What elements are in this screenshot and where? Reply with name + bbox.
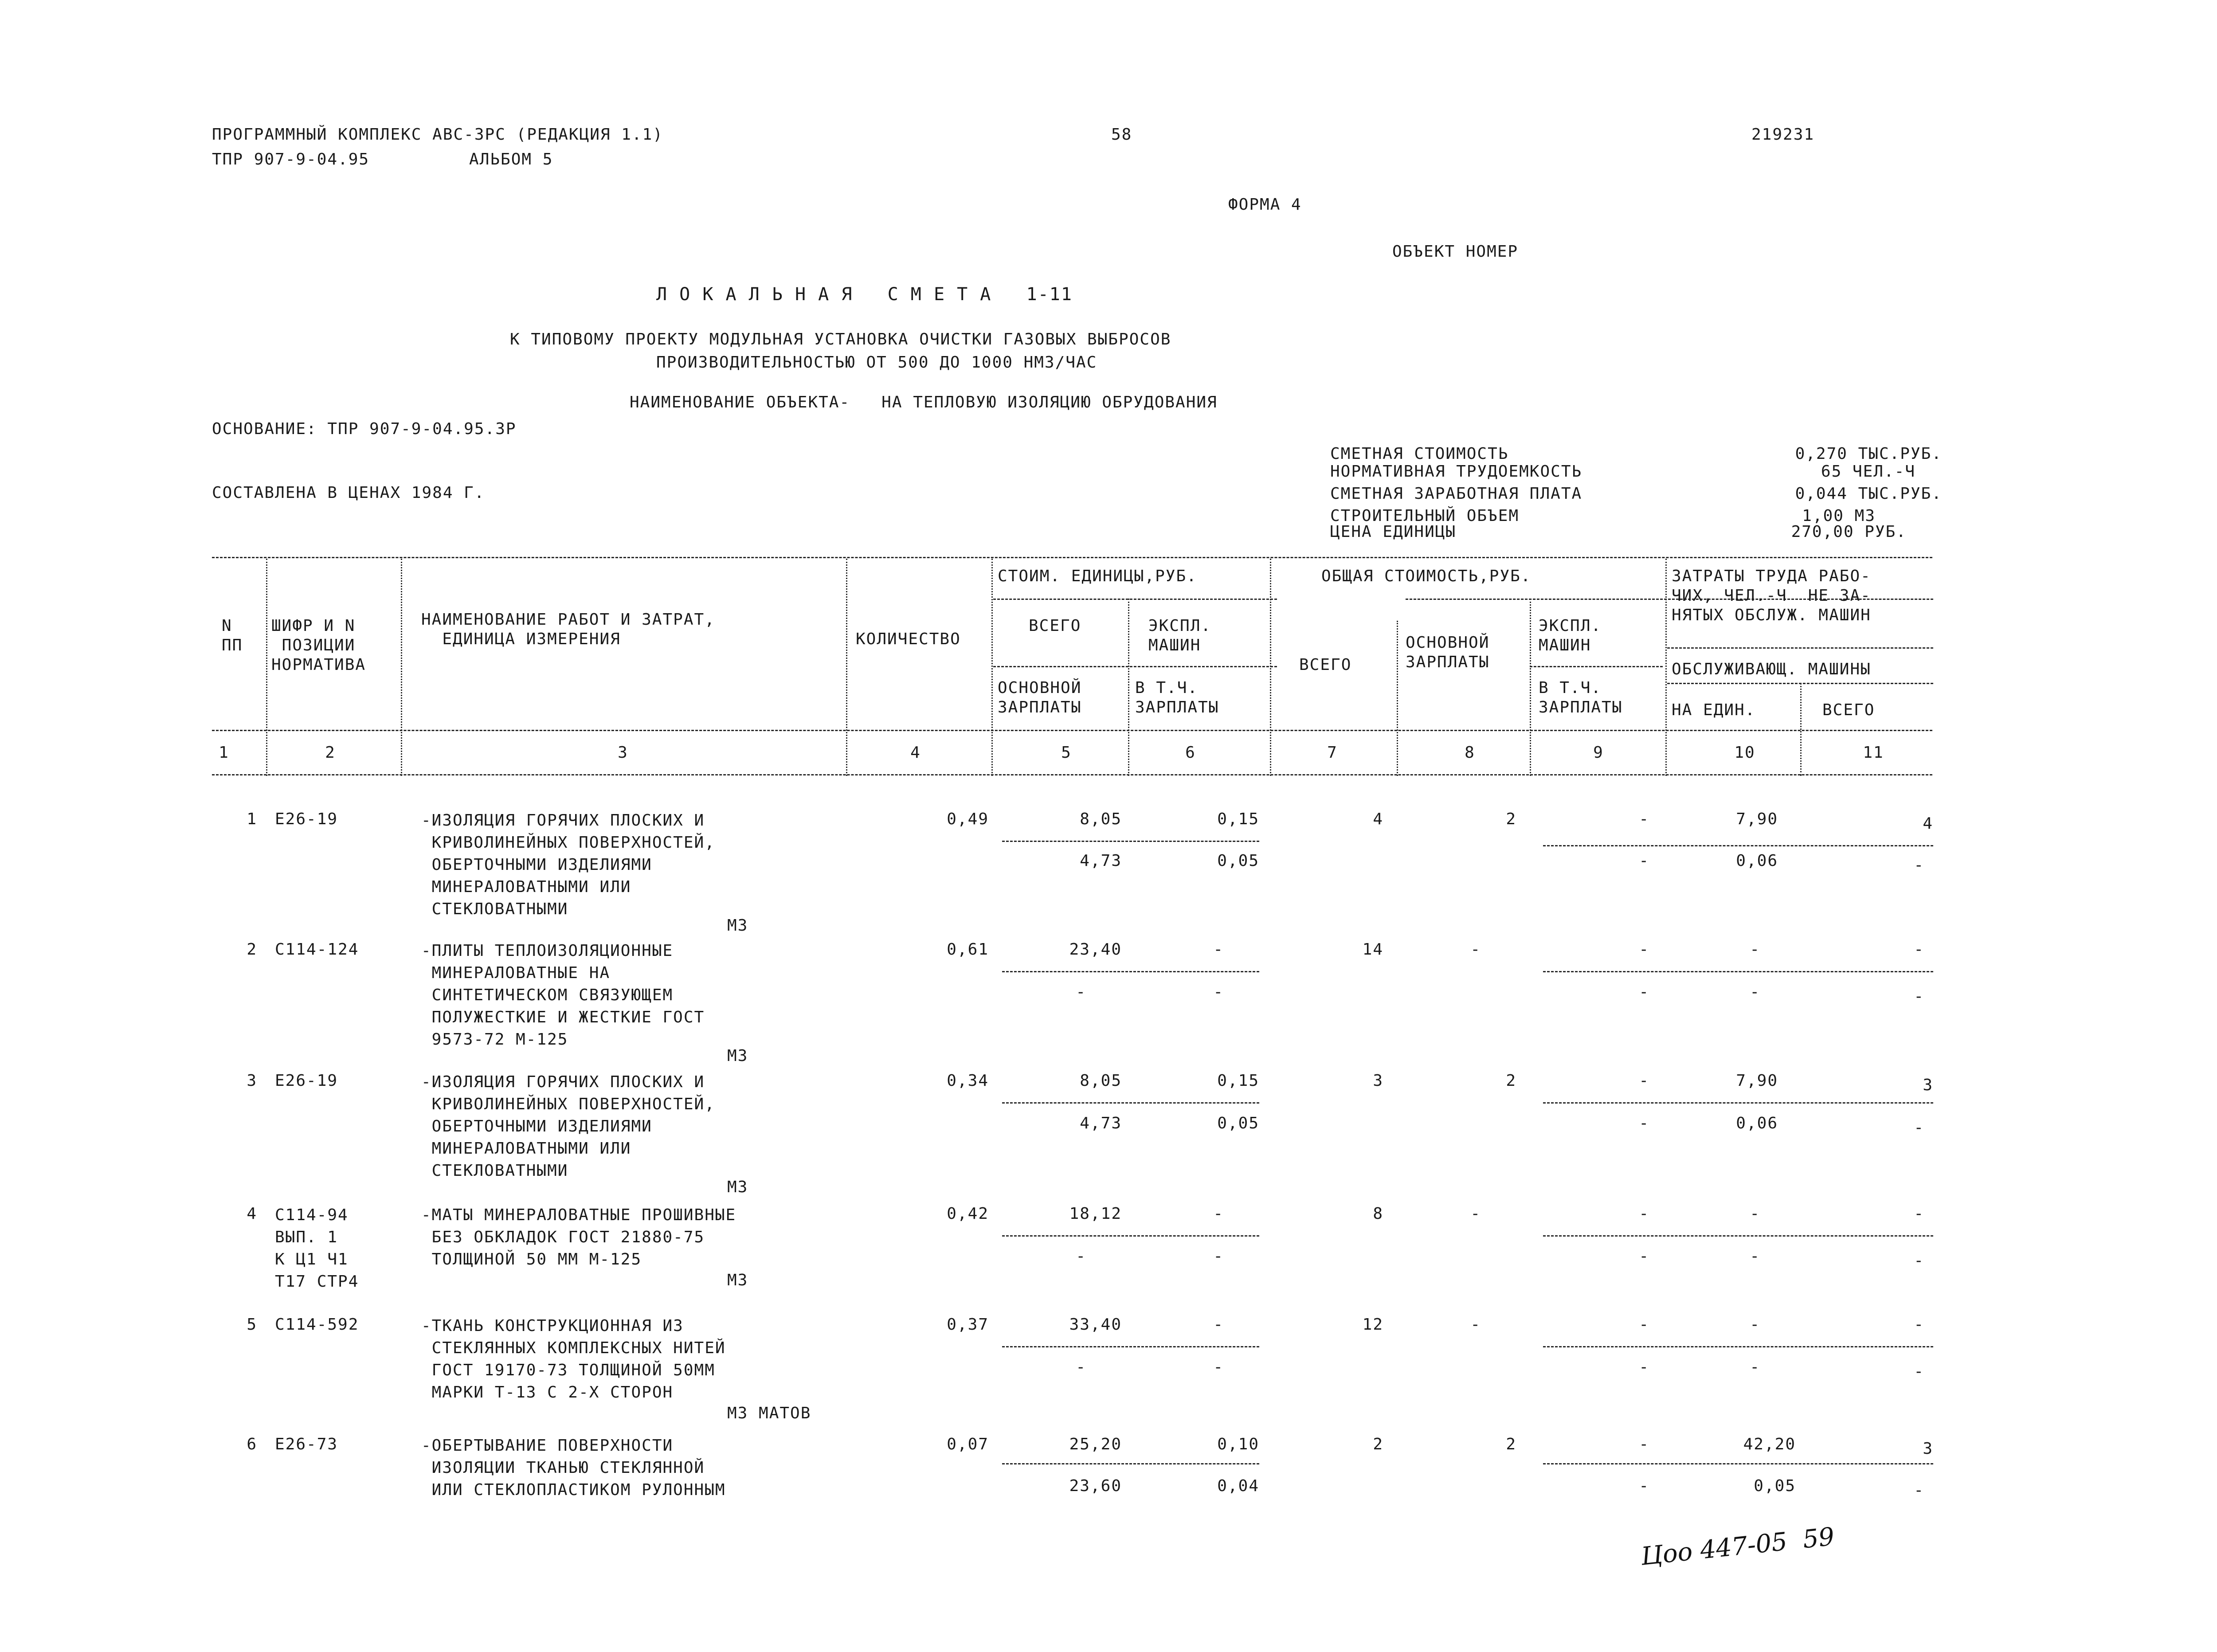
header-total-all: ВСЕГО [1299, 656, 1352, 674]
project-line-1: К ТИПОВОМУ ПРОЕКТУ МОДУЛЬНАЯ УСТАНОВКА ОЧИСТКИ ГАЗОВЫХ ВЫБРОСОВ [510, 330, 1171, 348]
row-total-mach: - [1639, 1205, 1649, 1223]
header-labor-total: ВСЕГО [1822, 701, 1875, 719]
row-unit-mach: - [1213, 1315, 1224, 1334]
row-code: Е26-19 [275, 1072, 338, 1090]
row-unit-mach: - [1213, 940, 1224, 959]
header-rule-bottom [212, 774, 1932, 775]
tpr-number: ТПР 907-9-04.95 [212, 150, 370, 168]
row-unit: М3 [727, 1271, 748, 1289]
row-unit-mach: 0,15 [1217, 1072, 1259, 1090]
row-total-all: 12 [1362, 1315, 1383, 1334]
row-unit-base: 4,73 [1080, 852, 1122, 870]
row-total-base: 2 [1506, 810, 1516, 828]
header-unit-mach: ЭКСПЛ. МАШИН [1148, 617, 1212, 654]
subheader-rule [993, 599, 1277, 600]
header-unit-cost: СТОИМ. ЕДИНИЦЫ,РУБ. [998, 567, 1197, 585]
row-number: 1 [247, 810, 257, 828]
row-qty: 0,42 [947, 1205, 989, 1223]
col-divider [1270, 559, 1271, 776]
col-number: 2 [325, 744, 336, 762]
row-labor-total-2: - [1914, 856, 1924, 874]
row-unit-incl: - [1213, 1247, 1224, 1265]
row-number: 6 [247, 1435, 257, 1453]
row-name: -ПЛИТЫ ТЕПЛОИЗОЛЯЦИОННЫЕ МИНЕРАЛОВАТНЫЕ НА СИНТЕТИЧЕСКОМ СВЯЗУЮЩЕМ ПОЛУЖЕСТКИЕ И ЖЕСТКИЕ ГОСТ 9573-72 М-125 [421, 942, 705, 1049]
row-qty: 0,37 [947, 1315, 989, 1334]
subheader-rule [993, 666, 1277, 667]
row-name: -ТКАНЬ КОНСТРУКЦИОННАЯ ИЗ СТЕКЛЯННЫХ КОМПЛЕКСНЫХ НИТЕЙ ГОСТ 19170-73 ТОЛЩИНОЙ 50ММ МАРКИ Т-13 С 2-Х СТОРОН [421, 1317, 726, 1401]
header-name: НАИМЕНОВАНИЕ РАБОТ И ЗАТРАТ, ЕДИНИЦА ИЗМЕРЕНИЯ [421, 611, 715, 648]
header-code: ШИФР И N ПОЗИЦИИ НОРМАТИВА [271, 617, 366, 674]
row-number: 4 [247, 1205, 257, 1223]
row-separator [1002, 1346, 1259, 1347]
row-unit-base: - [1076, 1358, 1086, 1376]
row-labor-total: 3 [1923, 1076, 1933, 1094]
row-qty: 0,49 [947, 810, 989, 828]
album-label: АЛЬБОМ 5 [469, 150, 553, 168]
header-total-base: ОСНОВНОЙ ЗАРПЛАТЫ [1406, 634, 1490, 671]
col-number: 4 [910, 744, 921, 762]
col-number: 11 [1863, 744, 1884, 762]
row-total-base: - [1470, 1315, 1481, 1334]
row-labor-unit: - [1750, 1205, 1760, 1223]
summary-label: ЦЕНА ЕДИНИЦЫ [1330, 523, 1457, 541]
row-separator [1543, 1102, 1933, 1104]
summary-value: 270,00 РУБ. [1791, 523, 1907, 541]
row-total-all: 8 [1373, 1205, 1383, 1223]
row-labor-unit-2: 0,05 [1754, 1477, 1796, 1495]
summary-value: 0,044 ТЫС.РУБ. [1795, 485, 1942, 503]
header-total-cost: ОБЩАЯ СТОИМОСТЬ,РУБ. [1321, 567, 1532, 585]
header-qty: КОЛИЧЕСТВО [856, 630, 961, 648]
row-labor-unit-2: - [1750, 1358, 1760, 1376]
row-labor-unit: - [1750, 1315, 1760, 1334]
subheader-rule [1530, 666, 1663, 667]
row-total-base: - [1470, 940, 1481, 959]
handwritten-note: Цоо 447-05 59 [1639, 1522, 1836, 1571]
row-unit-base: 4,73 [1080, 1114, 1122, 1132]
form-label: ФОРМА 4 [1228, 196, 1302, 214]
row-unit: М3 [727, 1047, 748, 1065]
row-labor-unit-2: - [1750, 1247, 1760, 1265]
row-unit-incl: - [1213, 983, 1224, 1001]
row-labor-total-2: - [1914, 987, 1924, 1006]
row-unit-total: 8,05 [1080, 810, 1122, 828]
row-unit-mach: 0,15 [1217, 810, 1259, 828]
row-total-incl: - [1639, 1247, 1649, 1265]
header-labor-sub: ОБСЛУЖИВАЮЩ. МАШИНЫ [1672, 660, 1871, 678]
summary-value: 1,00 М3 [1802, 507, 1876, 525]
col-divider [1128, 599, 1129, 776]
project-line-2: ПРОИЗВОДИТЕЛЬНОСТЬЮ ОТ 500 ДО 1000 НМ3/ЧАС [656, 353, 1097, 372]
header-rule-mid [212, 730, 1932, 731]
document-code: 219231 [1751, 125, 1815, 144]
row-labor-total-2: - [1914, 1119, 1924, 1137]
page-number: 58 [1111, 125, 1132, 144]
row-unit-total: 33,40 [1069, 1315, 1122, 1334]
row-unit: М3 [727, 1178, 748, 1196]
row-total-all: 3 [1373, 1072, 1383, 1090]
row-name: -ИЗОЛЯЦИЯ ГОРЯЧИХ ПЛОСКИХ И КРИВОЛИНЕЙНЫХ ПОВЕРХНОСТЕЙ, ОБЕРТОЧНЫМИ ИЗДЕЛИЯМИ МИНЕРАЛОВАТНЫМИ ИЛИ СТЕКЛОВАТНЫМИ [421, 1073, 715, 1180]
row-code: Е26-73 [275, 1435, 338, 1453]
row-number: 5 [247, 1315, 257, 1334]
col-divider [991, 559, 993, 776]
row-unit-mach: - [1213, 1205, 1224, 1223]
row-labor-unit-2: - [1750, 983, 1760, 1001]
col-number: 9 [1593, 744, 1604, 762]
summary-label: СМЕТНАЯ СТОИМОСТЬ [1330, 445, 1509, 463]
col-divider [1800, 683, 1802, 776]
header-total-mach: ЭКСПЛ. МАШИН [1539, 617, 1602, 654]
row-code: С114-124 [275, 940, 359, 959]
summary-label: СМЕТНАЯ ЗАРАБОТНАЯ ПЛАТА [1330, 485, 1582, 503]
row-code: Е26-19 [275, 810, 338, 828]
row-labor-total: - [1914, 1315, 1924, 1334]
row-unit-mach: 0,10 [1217, 1435, 1259, 1453]
row-code: С114-592 [275, 1315, 359, 1334]
row-separator [1002, 971, 1259, 972]
row-unit: М3 [727, 916, 748, 935]
row-separator [1002, 1102, 1259, 1104]
col-divider [846, 559, 847, 776]
row-total-mach: - [1639, 1072, 1649, 1090]
row-labor-unit: - [1750, 940, 1760, 959]
row-labor-unit-2: 0,06 [1736, 1114, 1778, 1132]
row-total-base: 2 [1506, 1435, 1516, 1453]
row-qty: 0,07 [947, 1435, 989, 1453]
row-total-mach: - [1639, 1435, 1649, 1453]
row-labor-unit: 42,20 [1743, 1435, 1796, 1453]
program-title: ПРОГРАММНЫЙ КОМПЛЕКС АВС-ЗРС (РЕДАКЦИЯ 1.1) [212, 125, 663, 144]
row-unit: М3 МАТОВ [727, 1404, 811, 1422]
row-separator [1002, 1235, 1259, 1237]
row-separator [1543, 1463, 1933, 1464]
row-total-incl: - [1639, 983, 1649, 1001]
header-n: N ПП [222, 617, 243, 654]
row-total-mach: - [1639, 940, 1649, 959]
header-total-incl: В Т.Ч. ЗАРПЛАТЫ [1539, 679, 1623, 716]
row-total-base: - [1470, 1205, 1481, 1223]
col-number: 5 [1061, 744, 1072, 762]
price-basis: СОСТАВЛЕНА В ЦЕНАХ 1984 Г. [212, 484, 485, 502]
basis-line: ОСНОВАНИЕ: ТПР 907-9-04.95.ЗР [212, 420, 517, 438]
col-number: 3 [618, 744, 628, 762]
row-unit-total: 23,40 [1069, 940, 1122, 959]
col-divider [401, 559, 402, 776]
row-unit-incl: 0,04 [1217, 1477, 1259, 1495]
header-unit-base: ОСНОВНОЙ ЗАРПЛАТЫ [998, 679, 1082, 716]
row-name: -ИЗОЛЯЦИЯ ГОРЯЧИХ ПЛОСКИХ И КРИВОЛИНЕЙНЫХ ПОВЕРХНОСТЕЙ, ОБЕРТОЧНЫМИ ИЗДЕЛИЯМИ МИНЕРАЛОВАТНЫМИ ИЛИ СТЕКЛОВАТНЫМИ [421, 811, 715, 918]
summary-value: 0,270 ТЫС.РУБ. [1795, 445, 1942, 463]
row-total-base: 2 [1506, 1072, 1516, 1090]
row-unit-total: 18,12 [1069, 1205, 1122, 1223]
row-labor-total: 4 [1923, 814, 1933, 833]
row-labor-total-2: - [1914, 1362, 1924, 1381]
row-total-all: 4 [1373, 810, 1383, 828]
header-unit-incl: В Т.Ч. ЗАРПЛАТЫ [1135, 679, 1219, 716]
col-divider [266, 559, 267, 776]
summary-value: 65 ЧЕЛ.-Ч [1821, 462, 1915, 481]
row-separator [1002, 1463, 1259, 1464]
row-labor-total: - [1914, 1205, 1924, 1223]
row-number: 3 [247, 1072, 257, 1090]
col-number: 10 [1734, 744, 1755, 762]
row-total-incl: - [1639, 852, 1649, 870]
summary-label: НОРМАТИВНАЯ ТРУДОЕМКОСТЬ [1330, 462, 1582, 481]
row-separator [1543, 1346, 1933, 1347]
row-labor-unit: 7,90 [1736, 810, 1778, 828]
subheader-rule [1667, 647, 1933, 649]
row-labor-total-2: - [1914, 1481, 1924, 1499]
col-number: 6 [1185, 744, 1196, 762]
row-unit-incl: 0,05 [1217, 852, 1259, 870]
row-labor-unit-2: 0,06 [1736, 852, 1778, 870]
row-number: 2 [247, 940, 257, 959]
row-name: -МАТЫ МИНЕРАЛОВАТНЫЕ ПРОШИВНЫЕ БЕЗ ОБКЛАДОК ГОСТ 21880-75 ТОЛЩИНОЙ 50 ММ М-125 [421, 1206, 736, 1268]
row-unit-incl: 0,05 [1217, 1114, 1259, 1132]
estimate-title: Л О К А Л Ь Н А Я С М Е Т А 1-11 [656, 284, 1073, 305]
row-unit-base: - [1076, 983, 1086, 1001]
header-labor-unit: НА ЕДИН. [1672, 701, 1756, 719]
row-qty: 0,61 [947, 940, 989, 959]
row-name: -ОБЕРТЫВАНИЕ ПОВЕРХНОСТИ ИЗОЛЯЦИИ ТКАНЬЮ СТЕКЛЯННОЙ ИЛИ СТЕКЛОПЛАСТИКОМ РУЛОННЫМ [421, 1437, 726, 1499]
header-unit-total: ВСЕГО [1029, 617, 1081, 635]
col-number: 8 [1465, 744, 1475, 762]
col-divider [1665, 559, 1667, 776]
row-qty: 0,34 [947, 1072, 989, 1090]
row-separator [1543, 1235, 1933, 1237]
col-number: 1 [219, 744, 229, 762]
header-labor: ЗАТРАТЫ ТРУДА РАБО- ЧИХ, ЧЕЛ.-Ч НЕ ЗА- НЯТЫХ ОБСЛУЖ. МАШИН [1672, 567, 1871, 624]
object-number-label: ОБЪЕКТ НОМЕР [1392, 243, 1519, 261]
row-unit-base: - [1076, 1247, 1086, 1265]
row-unit-total: 8,05 [1080, 1072, 1122, 1090]
header-rule-top [212, 557, 1932, 558]
col-divider [1530, 599, 1531, 776]
row-labor-total: 3 [1923, 1440, 1933, 1458]
row-labor-total: - [1914, 940, 1924, 959]
row-total-incl: - [1639, 1114, 1649, 1132]
row-total-incl: - [1639, 1358, 1649, 1376]
row-total-mach: - [1639, 1315, 1649, 1334]
row-total-all: 14 [1362, 940, 1383, 959]
row-code: С114-94 ВЫП. 1 К Ц1 Ч1 Т17 СТР4 [275, 1206, 359, 1291]
row-unit-incl: - [1213, 1358, 1224, 1376]
row-unit-total: 25,20 [1069, 1435, 1122, 1453]
row-unit-base: 23,60 [1069, 1477, 1122, 1495]
summary-label: СТРОИТЕЛЬНЫЙ ОБЪЕМ [1330, 507, 1520, 525]
object-name: НАИМЕНОВАНИЕ ОБЪЕКТА- НА ТЕПЛОВУЮ ИЗОЛЯЦИЮ ОБРУДОВАНИЯ [630, 393, 1218, 411]
row-separator [1543, 971, 1933, 972]
row-total-all: 2 [1373, 1435, 1383, 1453]
col-divider [1397, 621, 1398, 776]
row-total-mach: - [1639, 810, 1649, 828]
row-labor-unit: 7,90 [1736, 1072, 1778, 1090]
row-labor-total-2: - [1914, 1252, 1924, 1270]
row-separator [1543, 845, 1933, 846]
col-number: 7 [1327, 744, 1338, 762]
row-separator [1002, 841, 1259, 842]
row-total-incl: - [1639, 1477, 1649, 1495]
